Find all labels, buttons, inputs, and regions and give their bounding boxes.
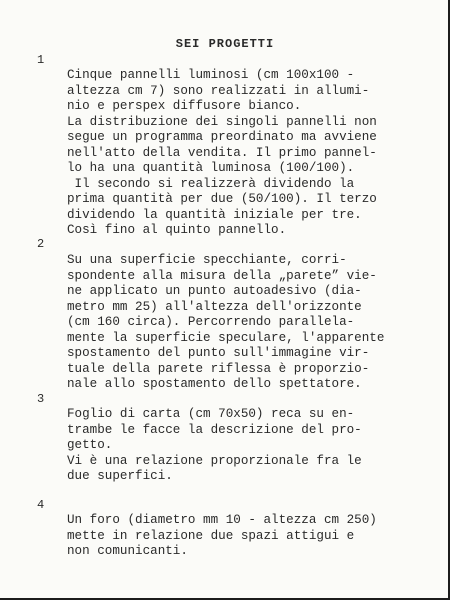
section-paragraph-4 (67, 513, 397, 560)
text-line: Il secondo si realizzerà dividendo la (67, 176, 355, 191)
text-line: mette in relazione due spazi attigui e (67, 528, 355, 543)
text-line: trambe le facce la descrizione del pro- (67, 422, 362, 437)
text-line: Un foro (diametro mm 10 - altezza cm 250) (67, 513, 377, 527)
document-title: SEI PROGETTI (175, 37, 275, 51)
text-line: Vi è una relazione proporzionale fra le (67, 453, 362, 468)
text-line: Cinque pannelli luminosi (cm 100x100 - (67, 68, 355, 82)
text-line: (cm 160 circa). Percorrendo parallela- (67, 315, 355, 329)
text-line: segue un programma preordinato ma avviene (67, 130, 377, 144)
text-line: lo ha una quantità luminosa (100/100). (67, 161, 355, 175)
text-line: nio e perspex diffusore bianco. (67, 99, 302, 113)
text-line: nale allo spostamento dello spettatore. (67, 377, 362, 391)
section-paragraph-1 (67, 68, 397, 239)
text-line: spondente alla misura della „parete” vie- (67, 268, 377, 283)
section-number-1: 1 (37, 53, 45, 67)
text-line: tuale della parete riflessa è proporzio- (67, 361, 370, 376)
text-line: due superfici. (67, 469, 173, 483)
section-paragraph-2 (67, 253, 397, 393)
text-line: nell'atto della vendita. Il primo pannel- (67, 145, 377, 160)
text-line: metro mm 25) all'altezza dell'orizzonte (67, 299, 362, 314)
text-line: ne applicato un punto autoadesivo (dia- (67, 284, 362, 298)
section-paragraph-3 (67, 407, 397, 485)
text-line: Foglio di carta (cm 70x50) reca su en- (67, 407, 355, 421)
section-number-3: 3 (37, 392, 45, 406)
text-line: mente la superficie speculare, l'apparente (67, 330, 385, 345)
text-line: getto. (67, 438, 113, 452)
text-line: Così fino al quinto pannello. (67, 223, 287, 237)
text-line: altezza cm 7) sono realizzati in allumi- (67, 83, 370, 98)
section-number-4: 4 (37, 498, 45, 512)
text-line: spostamento del punto sull'immagine vir- (67, 346, 370, 360)
text-line: non comunicanti. (67, 544, 188, 558)
text-line: Su una superficie specchiante, corri- (67, 253, 347, 267)
text-line: La distribuzione dei singoli pannelli non (67, 114, 377, 129)
text-line: dividendo la quantità iniziale per tre. (67, 207, 362, 222)
section-number-2: 2 (37, 237, 45, 251)
text-line: prima quantità per due (50/100). Il terzo (67, 192, 377, 206)
